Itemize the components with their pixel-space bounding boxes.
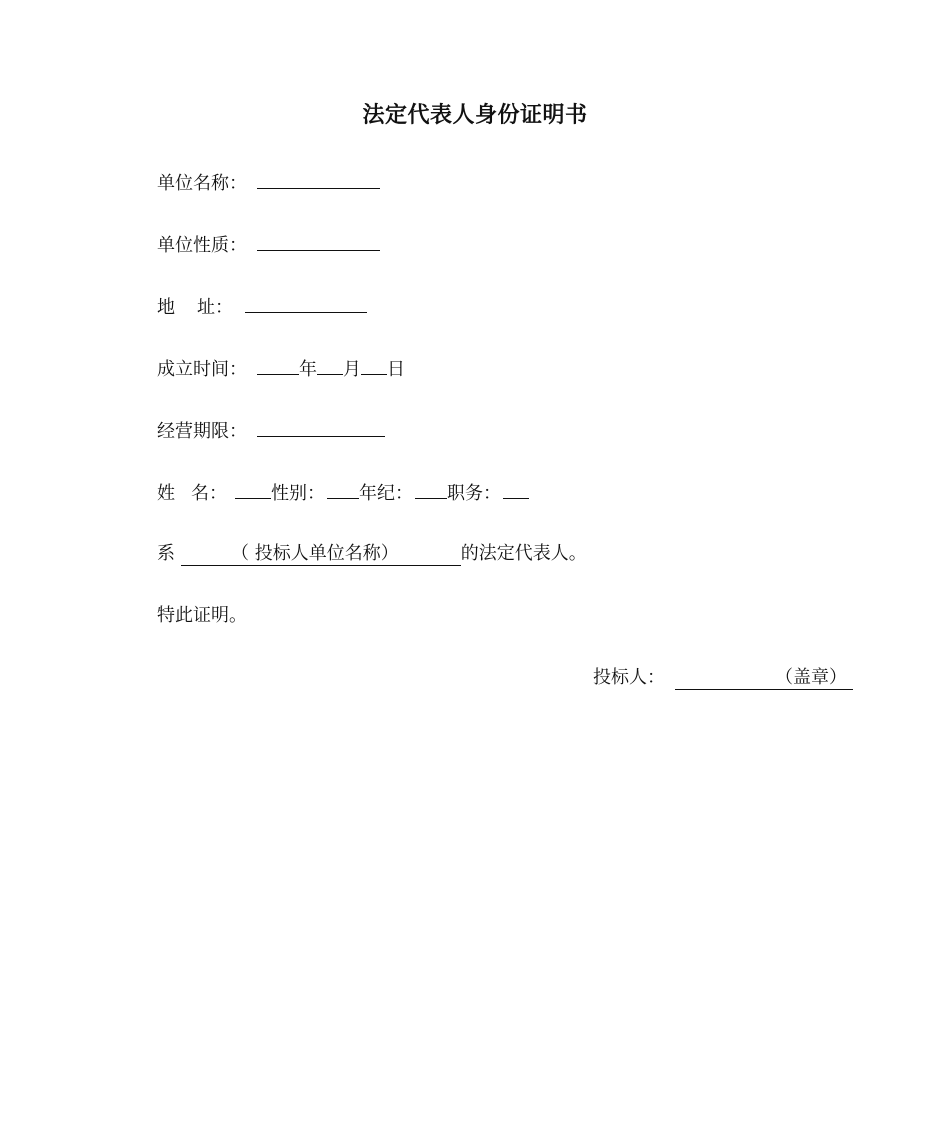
signature-line [593, 666, 853, 690]
day-blank [361, 356, 387, 375]
established-label: 成立时间： [157, 359, 247, 380]
statement-placeholder: （ 投标人单位名称） [231, 543, 399, 564]
term-line [157, 418, 385, 444]
statement-prefix: 系 [157, 543, 175, 564]
gender-label: 性别： [271, 483, 325, 504]
month-label: 月 [343, 359, 361, 380]
position-label: 职务： [447, 483, 501, 504]
age-label: 年纪： [359, 483, 413, 504]
address-line [157, 294, 367, 320]
unit-name-label: 单位名称： [157, 173, 247, 194]
unit-nature-blank [257, 232, 380, 251]
address-blank [245, 294, 367, 313]
closing-line: 特此证明。 [157, 605, 247, 626]
unit-nature-label: 单位性质： [157, 235, 247, 256]
name-blank [235, 480, 271, 499]
term-label: 经营期限： [157, 421, 247, 442]
age-blank [415, 480, 447, 499]
statement-suffix: 的法定代表人。 [460, 543, 587, 564]
year-blank [257, 356, 299, 375]
position-blank [503, 480, 529, 499]
unit-nature-line [157, 232, 380, 258]
statement-line [157, 542, 587, 566]
month-blank [317, 356, 343, 375]
term-blank [257, 418, 385, 437]
seal-label: （盖章） [775, 667, 847, 688]
signature-field [675, 667, 853, 690]
unit-name-line [157, 170, 380, 196]
signature-label: 投标人： [593, 667, 665, 688]
year-label: 年 [299, 359, 317, 380]
name-label-char2: 名： [191, 483, 227, 504]
day-label: 日 [387, 359, 405, 380]
name-label-char1: 姓 [157, 483, 175, 504]
unit-name-blank [257, 170, 380, 189]
established-line [157, 356, 405, 382]
document-title: 法定代表人身份证明书 [362, 103, 588, 128]
address-label-char2: 址： [197, 297, 233, 318]
statement-placeholder-field [181, 543, 461, 566]
address-label-char1: 地 [157, 297, 175, 318]
gender-blank [327, 480, 359, 499]
person-line [157, 480, 529, 506]
